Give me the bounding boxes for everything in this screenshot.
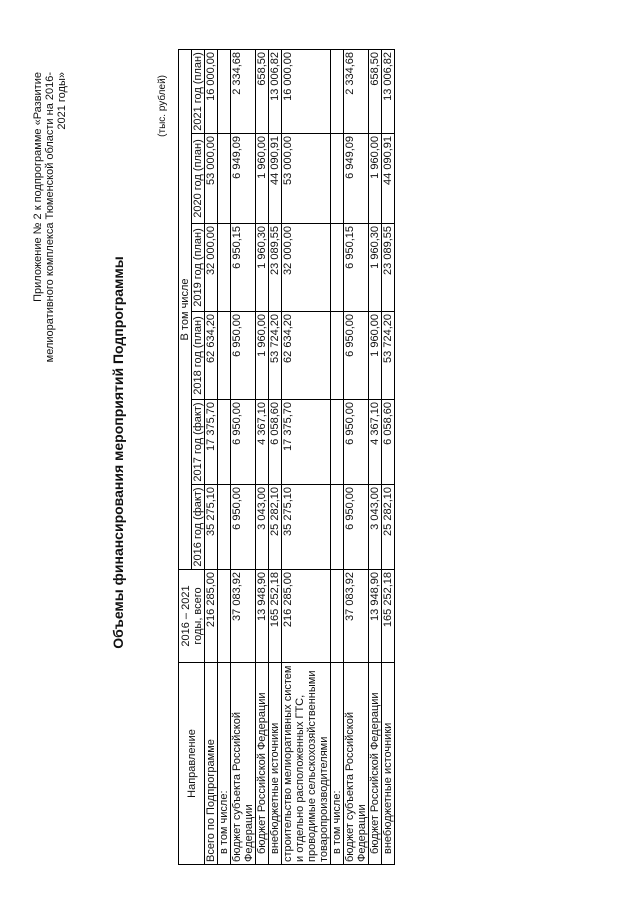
row-value: 62 634,20 xyxy=(205,312,218,400)
row-value xyxy=(331,49,344,133)
row-value: 35 275,10 xyxy=(205,485,218,570)
row-value: 6 949,09 xyxy=(344,134,369,224)
row-value xyxy=(331,134,344,224)
row-value: 53 000,00 xyxy=(205,134,218,224)
row-value xyxy=(331,485,344,570)
row-label: внебюджетные источники xyxy=(382,663,395,865)
header-year: 2019 год (план) xyxy=(192,224,205,312)
row-value: 44 090,91 xyxy=(269,134,282,224)
row-value: 165 252,18 xyxy=(382,570,395,663)
row-label: в том числе: xyxy=(218,663,231,865)
row-value: 1 960,00 xyxy=(256,312,269,400)
row-value: 17 375,70 xyxy=(205,400,218,485)
row-value: 13 948,90 xyxy=(256,570,269,663)
table-row xyxy=(205,49,218,864)
table-row xyxy=(382,49,395,864)
row-label: Всего по Подпрограмме xyxy=(205,663,218,865)
row-value: 6 950,00 xyxy=(344,312,369,400)
header-including: В том числе xyxy=(179,49,192,569)
row-value: 53 724,20 xyxy=(269,312,282,400)
row-value: 25 282,10 xyxy=(382,485,395,570)
row-value: 13 006,82 xyxy=(269,49,282,133)
row-value: 6 950,00 xyxy=(344,400,369,485)
row-value: 6 950,15 xyxy=(344,224,369,312)
table-body xyxy=(205,49,395,864)
row-value: 3 043,00 xyxy=(256,485,269,570)
table-row xyxy=(344,49,369,864)
row-value: 216 285,00 xyxy=(282,570,331,663)
row-value: 658,50 xyxy=(369,49,382,133)
header-year: 2021 год (план) xyxy=(192,49,205,133)
row-value xyxy=(218,312,231,400)
row-value: 6 950,00 xyxy=(231,400,256,485)
row-value xyxy=(218,570,231,663)
row-value: 1 960,00 xyxy=(256,134,269,224)
table-row xyxy=(256,49,269,864)
table-row xyxy=(231,49,256,864)
row-label: бюджет субъекта Российской Федерации xyxy=(231,663,256,865)
row-value xyxy=(331,400,344,485)
row-value xyxy=(218,485,231,570)
row-value: 4 367,10 xyxy=(369,400,382,485)
row-label: внебюджетные источники xyxy=(269,663,282,865)
row-value: 44 090,91 xyxy=(382,134,395,224)
row-value: 53 724,20 xyxy=(382,312,395,400)
row-value: 17 375,70 xyxy=(282,400,331,485)
row-value: 6 950,00 xyxy=(231,485,256,570)
row-value: 13 948,90 xyxy=(369,570,382,663)
row-value xyxy=(218,400,231,485)
header-direction: Направление xyxy=(179,663,205,865)
row-value: 16 000,00 xyxy=(282,49,331,133)
row-label: бюджет Российской Федерации xyxy=(369,663,382,865)
row-value xyxy=(331,224,344,312)
header-year: 2020 год (план) xyxy=(192,134,205,224)
row-value: 1 960,30 xyxy=(256,224,269,312)
row-value: 165 252,18 xyxy=(269,570,282,663)
appendix-note: Приложение № 2 к подпрограмме «Развитие мелиоративного комплекса Тюменской области на 2016-2021 годы» xyxy=(32,72,68,363)
row-label: бюджет Российской Федерации xyxy=(256,663,269,865)
row-value xyxy=(218,224,231,312)
header-year: 2017 год (факт) xyxy=(192,400,205,485)
row-value: 53 000,00 xyxy=(282,134,331,224)
row-value xyxy=(331,312,344,400)
header-year: 2016 год (факт) xyxy=(192,485,205,570)
row-value: 6 950,15 xyxy=(231,224,256,312)
row-value: 6 950,00 xyxy=(231,312,256,400)
table-row xyxy=(369,49,382,864)
row-value: 3 043,00 xyxy=(369,485,382,570)
units-note: (тыс. рублей) xyxy=(157,75,168,137)
table-row xyxy=(218,49,231,864)
row-value: 32 000,00 xyxy=(282,224,331,312)
row-value: 37 083,92 xyxy=(231,570,256,663)
row-value xyxy=(218,49,231,133)
table-row xyxy=(282,49,331,864)
row-value: 2 334,68 xyxy=(344,49,369,133)
row-value: 13 006,82 xyxy=(382,49,395,133)
row-label: строительство мелиоративных систем и отдельно расположенных ГТС, проводимые сельскохозяйственными товаропроизводителями xyxy=(282,663,331,865)
row-value: 658,50 xyxy=(256,49,269,133)
row-value: 6 058,60 xyxy=(382,400,395,485)
row-value: 2 334,68 xyxy=(231,49,256,133)
row-value: 62 634,20 xyxy=(282,312,331,400)
header-year: 2018 год (план) xyxy=(192,312,205,400)
row-value: 1 960,30 xyxy=(369,224,382,312)
row-value: 32 000,00 xyxy=(205,224,218,312)
row-value: 1 960,00 xyxy=(369,134,382,224)
row-value: 6 058,60 xyxy=(269,400,282,485)
row-value: 23 089,55 xyxy=(382,224,395,312)
page-title: Объемы финансирования мероприятий Подпрограммы xyxy=(110,256,126,649)
row-value: 23 089,55 xyxy=(269,224,282,312)
row-value: 6 949,09 xyxy=(231,134,256,224)
table-row xyxy=(269,49,282,864)
row-value: 6 950,00 xyxy=(344,485,369,570)
row-value: 1 960,00 xyxy=(369,312,382,400)
row-label: бюджет субъекта Российской Федерации xyxy=(344,663,369,865)
row-value: 16 000,00 xyxy=(205,49,218,133)
row-label: в том числе: xyxy=(331,663,344,865)
row-value: 216 285,00 xyxy=(205,570,218,663)
header-row xyxy=(179,49,192,864)
row-value: 37 083,92 xyxy=(344,570,369,663)
row-value: 4 367,10 xyxy=(256,400,269,485)
table-row xyxy=(331,49,344,864)
financing-table xyxy=(178,49,395,865)
row-value: 25 282,10 xyxy=(269,485,282,570)
header-total: 2016 – 2021 годы, всего xyxy=(179,570,205,663)
row-value xyxy=(218,134,231,224)
row-value: 35 275,10 xyxy=(282,485,331,570)
row-value xyxy=(331,570,344,663)
